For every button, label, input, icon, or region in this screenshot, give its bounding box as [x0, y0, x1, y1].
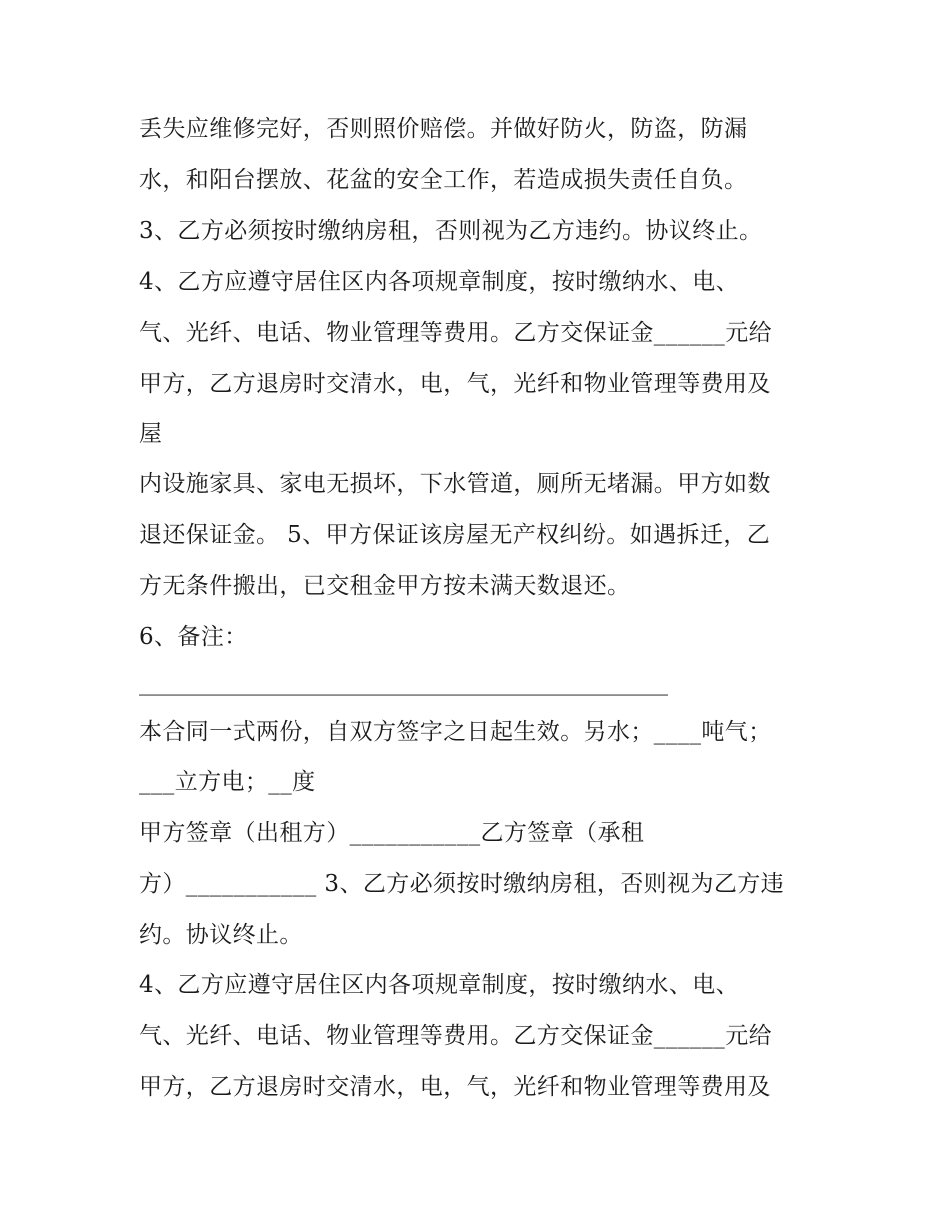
text-line: 退还保证金。 5、甲方保证该房屋无产权纠纷。如遇拆迁，乙: [139, 522, 771, 548]
text-line: 方）___________ 3、乙方必须按时缴纳房租，否则视为乙方违: [139, 871, 785, 897]
text-line: 甲方，乙方退房时交清水，电，气，光纤和物业管理等费用及: [139, 1074, 771, 1100]
text-line: 方无条件搬出，已交租金甲方按未满天数退还。: [139, 573, 631, 599]
remarks-blank-line: ______________________________________________: [139, 670, 668, 696]
text-line: 约。协议终止。: [139, 922, 303, 948]
text-line: 气、光纤、电话、物业管理等费用。乙方交保证金______元给: [139, 1023, 772, 1049]
text-line: ___立方电；__度: [139, 769, 316, 795]
text-line: 本合同一式两份，自双方签字之日起生效。另水；____吨气；: [139, 719, 772, 745]
text-line: 6、备注：: [139, 624, 248, 650]
text-line: 甲方，乙方退房时交清水，电，气，光纤和物业管理等费用及: [139, 371, 771, 397]
text-line: 屋: [139, 421, 163, 447]
text-line: 3、乙方必须按时缴纳房租，否则视为乙方违约。协议终止。: [139, 218, 763, 244]
text-line: 4、乙方应遵守居住区内各项规章制度，按时缴纳水、电、: [139, 972, 740, 998]
text-line: 内设施家具、家电无损坏，下水管道，厕所无堵漏。甲方如数: [139, 471, 771, 497]
signature-line: 甲方签章（出租方）___________乙方签章（承租: [139, 820, 645, 846]
text-line: 4、乙方应遵守居住区内各项规章制度，按时缴纳水、电、: [139, 269, 740, 295]
text-line: 丢失应维修完好，否则照价赔偿。并做好防火，防盗，防漏: [139, 116, 748, 142]
text-line: 气、光纤、电话、物业管理等费用。乙方交保证金______元给: [139, 320, 772, 346]
text-line: 水，和阳台摆放、花盆的安全工作，若造成损失责任自负。: [139, 167, 748, 193]
